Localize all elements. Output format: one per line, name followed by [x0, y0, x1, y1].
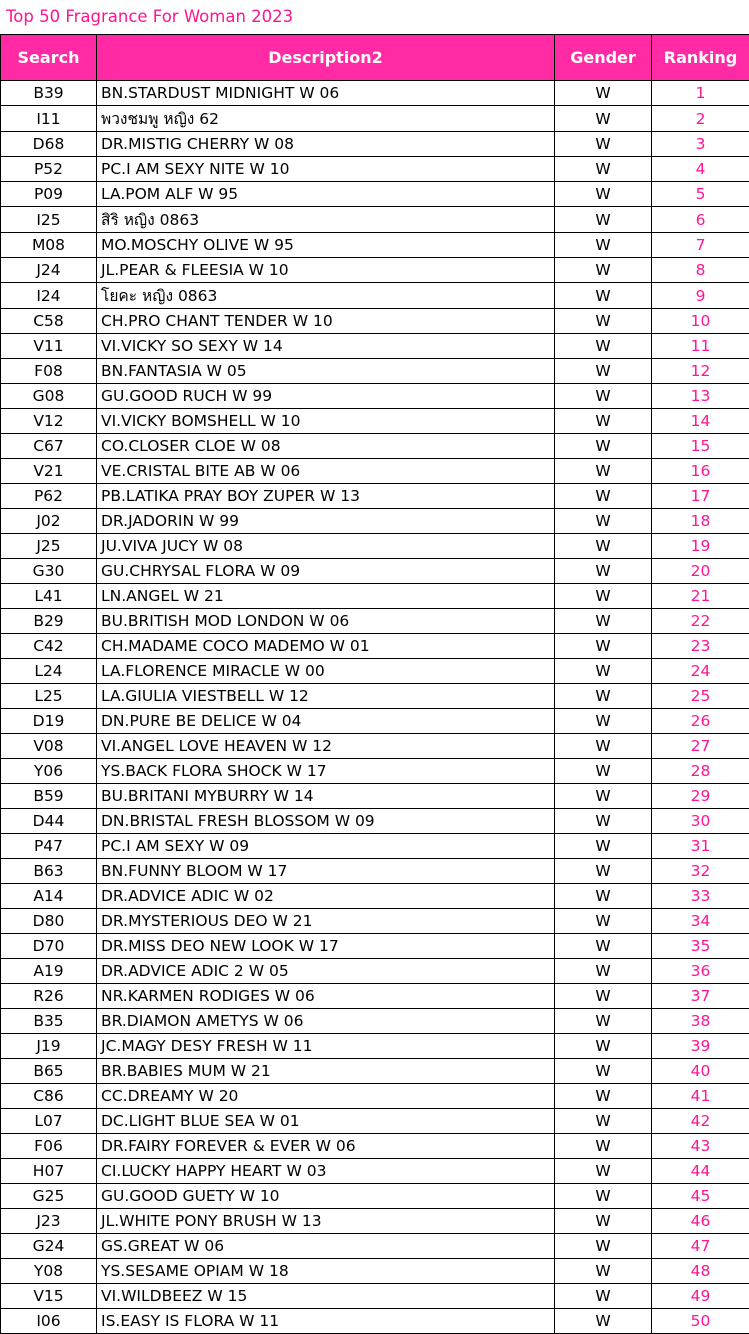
- table-row[interactable]: [1, 584, 749, 609]
- cell-search[interactable]: B35: [1, 1009, 97, 1034]
- cell-description[interactable]: JL.PEAR & FLEESIA W 10: [97, 258, 555, 283]
- cell-description[interactable]: VI.VICKY SO SEXY W 14: [97, 334, 555, 359]
- cell-gender[interactable]: W: [555, 434, 652, 459]
- cell-ranking[interactable]: 24: [652, 659, 749, 684]
- cell-search[interactable]: A19: [1, 959, 97, 984]
- cell-search[interactable]: J25: [1, 534, 97, 559]
- cell-gender[interactable]: W: [555, 484, 652, 509]
- table-row[interactable]: [1, 484, 749, 509]
- cell-ranking[interactable]: 8: [652, 258, 749, 283]
- cell-ranking[interactable]: 3: [652, 132, 749, 157]
- table-row[interactable]: [1, 1059, 749, 1084]
- cell-gender[interactable]: W: [555, 509, 652, 534]
- cell-gender[interactable]: W: [555, 834, 652, 859]
- cell-description[interactable]: DR.MISTIG CHERRY W 08: [97, 132, 555, 157]
- cell-ranking[interactable]: 34: [652, 909, 749, 934]
- cell-description[interactable]: DN.BRISTAL FRESH BLOSSOM W 09: [97, 809, 555, 834]
- cell-search[interactable]: Y08: [1, 1259, 97, 1284]
- cell-description[interactable]: GU.GOOD GUETY W 10: [97, 1184, 555, 1209]
- table-row[interactable]: [1, 384, 749, 409]
- cell-description[interactable]: LA.FLORENCE MIRACLE W 00: [97, 659, 555, 684]
- cell-gender[interactable]: W: [555, 1084, 652, 1109]
- cell-search[interactable]: J19: [1, 1034, 97, 1059]
- cell-gender[interactable]: W: [555, 959, 652, 984]
- cell-description[interactable]: JL.WHITE PONY BRUSH W 13: [97, 1209, 555, 1234]
- cell-description[interactable]: CH.PRO CHANT TENDER W 10: [97, 309, 555, 334]
- cell-ranking[interactable]: 13: [652, 384, 749, 409]
- cell-search[interactable]: H07: [1, 1159, 97, 1184]
- table-row[interactable]: [1, 934, 749, 959]
- cell-ranking[interactable]: 37: [652, 984, 749, 1009]
- cell-search[interactable]: L41: [1, 584, 97, 609]
- table-row[interactable]: [1, 1084, 749, 1109]
- cell-gender[interactable]: W: [555, 1284, 652, 1309]
- cell-description[interactable]: BN.FANTASIA W 05: [97, 359, 555, 384]
- cell-search[interactable]: L25: [1, 684, 97, 709]
- cell-description[interactable]: CO.CLOSER CLOE W 08: [97, 434, 555, 459]
- cell-description[interactable]: DR.MYSTERIOUS DEO W 21: [97, 909, 555, 934]
- cell-description[interactable]: VI.ANGEL LOVE HEAVEN W 12: [97, 734, 555, 759]
- cell-ranking[interactable]: 43: [652, 1134, 749, 1159]
- table-row[interactable]: [1, 709, 749, 734]
- cell-gender[interactable]: W: [555, 934, 652, 959]
- table-row[interactable]: [1, 534, 749, 559]
- cell-gender[interactable]: W: [555, 233, 652, 258]
- cell-search[interactable]: B39: [1, 81, 97, 106]
- cell-description[interactable]: VI.WILDBEEZ W 15: [97, 1284, 555, 1309]
- cell-gender[interactable]: W: [555, 1309, 652, 1334]
- table-row[interactable]: [1, 309, 749, 334]
- table-row[interactable]: [1, 1009, 749, 1034]
- cell-description[interactable]: LA.POM ALF W 95: [97, 182, 555, 207]
- cell-ranking[interactable]: 30: [652, 809, 749, 834]
- cell-gender[interactable]: W: [555, 157, 652, 182]
- table-row[interactable]: [1, 634, 749, 659]
- cell-description[interactable]: DR.FAIRY FOREVER & EVER W 06: [97, 1134, 555, 1159]
- cell-gender[interactable]: W: [555, 334, 652, 359]
- cell-description[interactable]: VI.VICKY BOMSHELL W 10: [97, 409, 555, 434]
- cell-gender[interactable]: W: [555, 1034, 652, 1059]
- cell-description[interactable]: DN.PURE BE DELICE W 04: [97, 709, 555, 734]
- cell-description[interactable]: CH.MADAME COCO MADEMO W 01: [97, 634, 555, 659]
- table-header: [1, 35, 749, 81]
- cell-search[interactable]: G24: [1, 1234, 97, 1259]
- cell-ranking[interactable]: 32: [652, 859, 749, 884]
- table-row[interactable]: [1, 258, 749, 283]
- column-header-gender[interactable]: Gender: [555, 35, 652, 81]
- cell-gender[interactable]: W: [555, 384, 652, 409]
- cell-search[interactable]: C58: [1, 309, 97, 334]
- cell-gender[interactable]: W: [555, 1059, 652, 1084]
- cell-ranking[interactable]: 17: [652, 484, 749, 509]
- table-row[interactable]: [1, 909, 749, 934]
- cell-ranking[interactable]: 42: [652, 1109, 749, 1134]
- cell-search[interactable]: M08: [1, 233, 97, 258]
- cell-gender[interactable]: W: [555, 709, 652, 734]
- table-row[interactable]: [1, 434, 749, 459]
- cell-search[interactable]: D19: [1, 709, 97, 734]
- cell-gender[interactable]: W: [555, 207, 652, 233]
- table-row[interactable]: [1, 859, 749, 884]
- cell-search[interactable]: B65: [1, 1059, 97, 1084]
- header-row: [1, 35, 749, 81]
- cell-ranking[interactable]: 9: [652, 283, 749, 309]
- column-header-ranking[interactable]: Ranking: [652, 35, 749, 81]
- cell-ranking[interactable]: 50: [652, 1309, 749, 1334]
- cell-ranking[interactable]: 7: [652, 233, 749, 258]
- cell-ranking[interactable]: 15: [652, 434, 749, 459]
- table-row[interactable]: [1, 759, 749, 784]
- cell-search[interactable]: F08: [1, 359, 97, 384]
- cell-gender[interactable]: W: [555, 559, 652, 584]
- column-header-description[interactable]: Description2: [97, 35, 555, 81]
- cell-description[interactable]: BN.FUNNY BLOOM W 17: [97, 859, 555, 884]
- table-row[interactable]: [1, 984, 749, 1009]
- cell-ranking[interactable]: 6: [652, 207, 749, 233]
- cell-description[interactable]: GS.GREAT W 06: [97, 1234, 555, 1259]
- cell-search[interactable]: V08: [1, 734, 97, 759]
- table-row[interactable]: [1, 884, 749, 909]
- cell-ranking[interactable]: 21: [652, 584, 749, 609]
- table-row[interactable]: [1, 1034, 749, 1059]
- cell-gender[interactable]: W: [555, 132, 652, 157]
- cell-description[interactable]: DR.ADVICE ADIC 2 W 05: [97, 959, 555, 984]
- cell-description[interactable]: CC.DREAMY W 20: [97, 1084, 555, 1109]
- cell-description[interactable]: BU.BRITISH MOD LONDON W 06: [97, 609, 555, 634]
- cell-ranking[interactable]: 40: [652, 1059, 749, 1084]
- cell-ranking[interactable]: 31: [652, 834, 749, 859]
- table-row[interactable]: [1, 1109, 749, 1134]
- cell-description[interactable]: MO.MOSCHY OLIVE W 95: [97, 233, 555, 258]
- table-row[interactable]: [1, 509, 749, 534]
- cell-gender[interactable]: W: [555, 734, 652, 759]
- cell-ranking[interactable]: 28: [652, 759, 749, 784]
- cell-gender[interactable]: W: [555, 309, 652, 334]
- cell-description[interactable]: DR.ADVICE ADIC W 02: [97, 884, 555, 909]
- cell-ranking[interactable]: 4: [652, 157, 749, 182]
- cell-gender[interactable]: W: [555, 1109, 652, 1134]
- cell-search[interactable]: V11: [1, 334, 97, 359]
- table-row[interactable]: [1, 233, 749, 258]
- table-row[interactable]: [1, 784, 749, 809]
- table-row[interactable]: [1, 959, 749, 984]
- cell-gender[interactable]: W: [555, 759, 652, 784]
- cell-description[interactable]: YS.BACK FLORA SHOCK W 17: [97, 759, 555, 784]
- cell-ranking[interactable]: 10: [652, 309, 749, 334]
- cell-gender[interactable]: W: [555, 1259, 652, 1284]
- cell-search[interactable]: I06: [1, 1309, 97, 1334]
- cell-search[interactable]: B29: [1, 609, 97, 634]
- cell-gender[interactable]: W: [555, 409, 652, 434]
- cell-ranking[interactable]: 48: [652, 1259, 749, 1284]
- cell-search[interactable]: V15: [1, 1284, 97, 1309]
- cell-search[interactable]: V12: [1, 409, 97, 434]
- cell-gender[interactable]: W: [555, 258, 652, 283]
- cell-search[interactable]: C86: [1, 1084, 97, 1109]
- cell-search[interactable]: L24: [1, 659, 97, 684]
- table-row[interactable]: [1, 106, 749, 132]
- cell-ranking[interactable]: 19: [652, 534, 749, 559]
- cell-ranking[interactable]: 38: [652, 1009, 749, 1034]
- cell-search[interactable]: D70: [1, 934, 97, 959]
- cell-description[interactable]: พวงชมพู หญิง 62: [97, 106, 555, 132]
- cell-description[interactable]: PC.I AM SEXY NITE W 10: [97, 157, 555, 182]
- cell-description[interactable]: LA.GIULIA VIESTBELL W 12: [97, 684, 555, 709]
- table-row[interactable]: [1, 809, 749, 834]
- cell-description[interactable]: GU.CHRYSAL FLORA W 09: [97, 559, 555, 584]
- cell-search[interactable]: P47: [1, 834, 97, 859]
- table-body: [1, 81, 749, 1334]
- cell-gender[interactable]: W: [555, 1234, 652, 1259]
- cell-ranking[interactable]: 35: [652, 934, 749, 959]
- cell-gender[interactable]: W: [555, 884, 652, 909]
- cell-gender[interactable]: W: [555, 984, 652, 1009]
- cell-gender[interactable]: W: [555, 359, 652, 384]
- cell-gender[interactable]: W: [555, 1134, 652, 1159]
- cell-ranking[interactable]: 18: [652, 509, 749, 534]
- table-row[interactable]: [1, 359, 749, 384]
- cell-search[interactable]: P09: [1, 182, 97, 207]
- cell-description[interactable]: PB.LATIKA PRAY BOY ZUPER W 13: [97, 484, 555, 509]
- cell-description[interactable]: สิริ หญิง 0863: [97, 207, 555, 233]
- page-title: Top 50 Fragrance For Woman 2023: [0, 0, 749, 34]
- table-row[interactable]: [1, 1234, 749, 1259]
- table-row[interactable]: [1, 207, 749, 233]
- table-row[interactable]: [1, 283, 749, 309]
- table-row[interactable]: [1, 1259, 749, 1284]
- cell-ranking[interactable]: 14: [652, 409, 749, 434]
- cell-ranking[interactable]: 47: [652, 1234, 749, 1259]
- cell-ranking[interactable]: 33: [652, 884, 749, 909]
- cell-search[interactable]: I11: [1, 106, 97, 132]
- cell-description[interactable]: BR.BABIES MUM W 21: [97, 1059, 555, 1084]
- cell-gender[interactable]: W: [555, 859, 652, 884]
- cell-search[interactable]: D80: [1, 909, 97, 934]
- cell-gender[interactable]: W: [555, 659, 652, 684]
- table-row[interactable]: [1, 1284, 749, 1309]
- cell-gender[interactable]: W: [555, 784, 652, 809]
- cell-ranking[interactable]: 44: [652, 1159, 749, 1184]
- cell-gender[interactable]: W: [555, 182, 652, 207]
- cell-gender[interactable]: W: [555, 584, 652, 609]
- cell-ranking[interactable]: 22: [652, 609, 749, 634]
- table-row[interactable]: [1, 684, 749, 709]
- cell-description[interactable]: DC.LIGHT BLUE SEA W 01: [97, 1109, 555, 1134]
- cell-ranking[interactable]: 29: [652, 784, 749, 809]
- cell-ranking[interactable]: 45: [652, 1184, 749, 1209]
- table-row[interactable]: [1, 157, 749, 182]
- cell-ranking[interactable]: 20: [652, 559, 749, 584]
- column-header-search[interactable]: Search: [1, 35, 97, 81]
- cell-gender[interactable]: W: [555, 1209, 652, 1234]
- cell-gender[interactable]: W: [555, 1009, 652, 1034]
- cell-search[interactable]: V21: [1, 459, 97, 484]
- cell-description[interactable]: YS.SESAME OPIAM W 18: [97, 1259, 555, 1284]
- cell-search[interactable]: P52: [1, 157, 97, 182]
- cell-search[interactable]: J02: [1, 509, 97, 534]
- table-row[interactable]: [1, 334, 749, 359]
- cell-search[interactable]: Y06: [1, 759, 97, 784]
- cell-ranking[interactable]: 23: [652, 634, 749, 659]
- cell-description[interactable]: BU.BRITANI MYBURRY W 14: [97, 784, 555, 809]
- cell-gender[interactable]: W: [555, 81, 652, 106]
- table-row[interactable]: [1, 734, 749, 759]
- cell-gender[interactable]: W: [555, 1159, 652, 1184]
- cell-ranking[interactable]: 36: [652, 959, 749, 984]
- cell-search[interactable]: A14: [1, 884, 97, 909]
- cell-gender[interactable]: W: [555, 609, 652, 634]
- table-row[interactable]: [1, 182, 749, 207]
- cell-search[interactable]: J23: [1, 1209, 97, 1234]
- table-row[interactable]: [1, 409, 749, 434]
- cell-description[interactable]: VE.CRISTAL BITE AB W 06: [97, 459, 555, 484]
- cell-gender[interactable]: W: [555, 809, 652, 834]
- cell-description[interactable]: JU.VIVA JUCY W 08: [97, 534, 555, 559]
- cell-search[interactable]: R26: [1, 984, 97, 1009]
- cell-description[interactable]: IS.EASY IS FLORA W 11: [97, 1309, 555, 1334]
- cell-search[interactable]: B63: [1, 859, 97, 884]
- cell-ranking[interactable]: 27: [652, 734, 749, 759]
- cell-search[interactable]: D68: [1, 132, 97, 157]
- cell-search[interactable]: C67: [1, 434, 97, 459]
- cell-description[interactable]: DR.MISS DEO NEW LOOK W 17: [97, 934, 555, 959]
- cell-search[interactable]: B59: [1, 784, 97, 809]
- cell-search[interactable]: G30: [1, 559, 97, 584]
- table-row[interactable]: [1, 1184, 749, 1209]
- cell-ranking[interactable]: 41: [652, 1084, 749, 1109]
- table-row[interactable]: [1, 132, 749, 157]
- cell-ranking[interactable]: 12: [652, 359, 749, 384]
- cell-gender[interactable]: W: [555, 684, 652, 709]
- cell-search[interactable]: G25: [1, 1184, 97, 1209]
- cell-description[interactable]: GU.GOOD RUCH W 99: [97, 384, 555, 409]
- table-row[interactable]: [1, 459, 749, 484]
- cell-ranking[interactable]: 16: [652, 459, 749, 484]
- cell-gender[interactable]: W: [555, 1184, 652, 1209]
- cell-search[interactable]: C42: [1, 634, 97, 659]
- cell-description[interactable]: BR.DIAMON AMETYS W 06: [97, 1009, 555, 1034]
- table-row[interactable]: [1, 1309, 749, 1334]
- cell-gender[interactable]: W: [555, 909, 652, 934]
- cell-ranking[interactable]: 39: [652, 1034, 749, 1059]
- cell-description[interactable]: NR.KARMEN RODIGES W 06: [97, 984, 555, 1009]
- cell-description[interactable]: PC.I AM SEXY W 09: [97, 834, 555, 859]
- cell-ranking[interactable]: 2: [652, 106, 749, 132]
- cell-ranking[interactable]: 25: [652, 684, 749, 709]
- cell-ranking[interactable]: 5: [652, 182, 749, 207]
- table-row[interactable]: [1, 559, 749, 584]
- cell-ranking[interactable]: 26: [652, 709, 749, 734]
- table-row[interactable]: [1, 1159, 749, 1184]
- cell-description[interactable]: LN.ANGEL W 21: [97, 584, 555, 609]
- cell-search[interactable]: D44: [1, 809, 97, 834]
- cell-search[interactable]: G08: [1, 384, 97, 409]
- cell-gender[interactable]: W: [555, 106, 652, 132]
- cell-description[interactable]: CI.LUCKY HAPPY HEART W 03: [97, 1159, 555, 1184]
- cell-ranking[interactable]: 11: [652, 334, 749, 359]
- cell-search[interactable]: J24: [1, 258, 97, 283]
- cell-search[interactable]: I25: [1, 207, 97, 233]
- cell-gender[interactable]: W: [555, 634, 652, 659]
- cell-gender[interactable]: W: [555, 283, 652, 309]
- cell-ranking[interactable]: 49: [652, 1284, 749, 1309]
- cell-gender[interactable]: W: [555, 534, 652, 559]
- cell-search[interactable]: I24: [1, 283, 97, 309]
- cell-description[interactable]: BN.STARDUST MIDNIGHT W 06: [97, 81, 555, 106]
- cell-search[interactable]: F06: [1, 1134, 97, 1159]
- cell-gender[interactable]: W: [555, 459, 652, 484]
- table-row[interactable]: [1, 834, 749, 859]
- cell-search[interactable]: P62: [1, 484, 97, 509]
- table-row[interactable]: [1, 1134, 749, 1159]
- cell-ranking[interactable]: 1: [652, 81, 749, 106]
- cell-description[interactable]: โยคะ หญิง 0863: [97, 283, 555, 309]
- table-row[interactable]: [1, 81, 749, 106]
- table-row[interactable]: [1, 659, 749, 684]
- table-row[interactable]: [1, 609, 749, 634]
- cell-search[interactable]: L07: [1, 1109, 97, 1134]
- fragrance-ranking-table: [0, 34, 749, 1334]
- cell-description[interactable]: JC.MAGY DESY FRESH W 11: [97, 1034, 555, 1059]
- cell-description[interactable]: DR.JADORIN W 99: [97, 509, 555, 534]
- table-row[interactable]: [1, 1209, 749, 1234]
- cell-ranking[interactable]: 46: [652, 1209, 749, 1234]
